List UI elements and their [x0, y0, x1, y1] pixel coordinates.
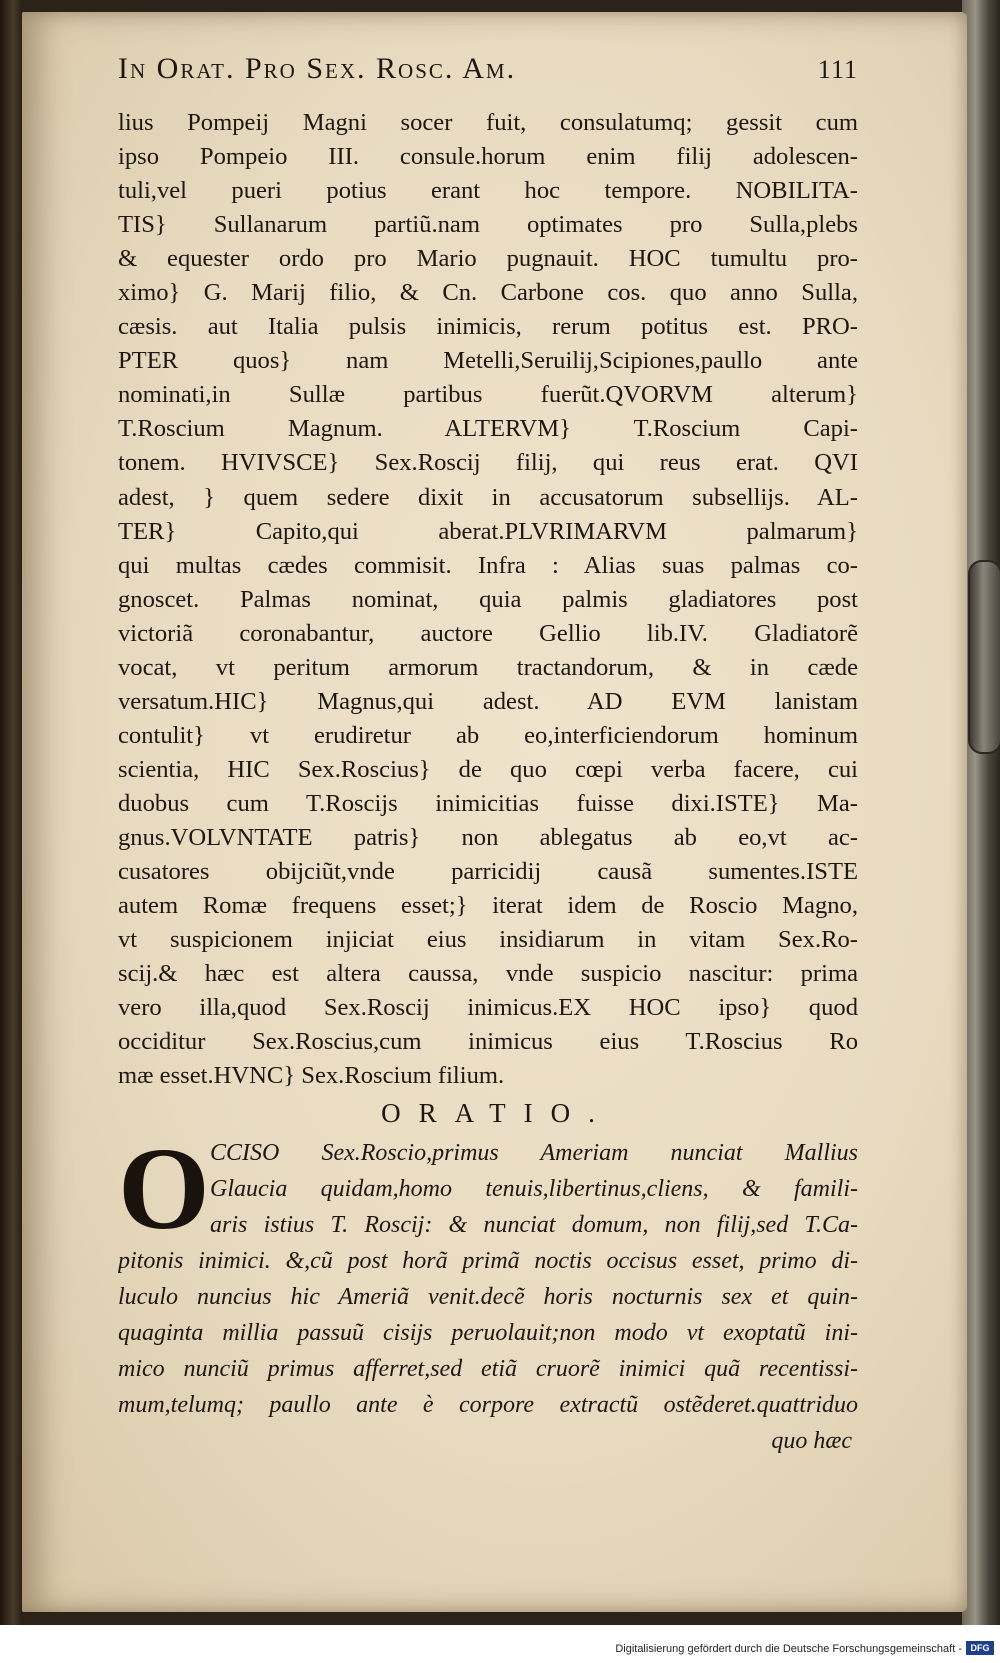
commentary-line: nominati,in Sullæ partibus fuerũt.QVORVM alterum}: [118, 381, 858, 409]
book-fore-edge: [962, 0, 1000, 1625]
book-page: [22, 12, 967, 1612]
commentary-line: autem Romæ frequens esset;} iterat idem de Roscio Magno,: [118, 892, 858, 920]
oration-line: quaginta millia passuũ cisijs peruolauit;non modo vt exoptatũ ini-: [118, 1320, 858, 1347]
oration-line: mum,telumq; paullo ante è corpore extractũ ostẽderet.quattriduo: [118, 1392, 858, 1419]
oration-line: CCISO Sex.Roscio,primus Ameriam nunciat Mallius: [210, 1140, 858, 1167]
commentary-line: versatum.HIC} Magnus,qui adest. AD EVM lanistam: [118, 687, 858, 715]
commentary-line: TIS} Sullanarum partiũ.nam optimates pro Sulla,plebs: [118, 211, 858, 239]
commentary-line: contulit} vt erudiretur ab eo,interficiendorum hominum: [118, 721, 858, 749]
commentary-line: tonem. HVIVSCE} Sex.Roscij filij, qui reus erat. QVI: [118, 449, 858, 477]
commentary-line: ipso Pompeio III. consule.horum enim filij adolescen-: [118, 143, 858, 171]
commentary-line: vero illa,quod Sex.Roscij inimicus.EX HOC ipso} quod: [118, 994, 858, 1022]
oration-lines: [118, 1123, 858, 1459]
commentary-line: T.Roscium Magnum. ALTERVM} T.Roscium Capi-: [118, 415, 858, 443]
commentary-line: tuli,vel pueri potius erant hoc tempore. NOBILITA-: [118, 177, 858, 205]
text-block: [118, 52, 858, 1459]
commentary-line: ximo} G. Marij filio, & Cn. Carbone cos. quo anno Sulla,: [118, 279, 858, 307]
oration-line: mico nunciũ primus afferret,sed etiã cruorẽ inimici quã recentissi-: [118, 1356, 858, 1383]
oration-line: luculo nuncius hic Ameriã venit.decẽ horis nocturnis sex et quin-: [118, 1284, 858, 1311]
commentary-line: & equester ordo pro Mario pugnauit. HOC tumultu pro-: [118, 245, 858, 273]
digitization-credit: Digitalisierung gefördert durch die Deutsche Forschungsgemeinschaft -: [615, 1643, 962, 1655]
dfg-logo-icon: DFG: [966, 1641, 994, 1655]
commentary-line: cusatores obijciũt,vnde parricidij causã sumentes.ISTE: [118, 858, 858, 886]
commentary-line: adest, } quem sedere dixit in accusatorum subsellijs. AL-: [118, 483, 858, 511]
commentary-line: vocat, vt peritum armorum tractandorum, & in cæde: [118, 653, 858, 681]
commentary-line: occiditur Sex.Roscius,cum inimicus eius T.Roscius Ro: [118, 1028, 858, 1056]
commentary-text: [118, 106, 858, 1093]
oration-line: Glaucia quidam,homo tenuis,libertinus,cliens, & famili-: [210, 1176, 858, 1203]
commentary-line: scientia, HIC Sex.Roscius} de quo cœpi verba facere, cui: [118, 755, 858, 783]
section-heading: ORATIO.: [381, 1098, 613, 1129]
oration-line: pitonis inimici. &,cũ post horã primã noctis occisus esset, primo di-: [118, 1248, 858, 1275]
book-spine: [0, 0, 22, 1663]
commentary-line: gnus.VOLVNTATE patris} non ablegatus ab eo,vt ac-: [118, 823, 858, 851]
commentary-line: cæsis. aut Italia pulsis inimicis, rerum potitus est. PRO-: [118, 313, 858, 341]
commentary-line: duobus cum T.Roscijs inimicitias fuisse dixi.ISTE} Ma-: [118, 789, 858, 817]
commentary-line: lius Pompeij Magni socer fuit, consulatumq; gessit cum: [118, 109, 858, 136]
commentary-line: PTER quos} nam Metelli,Seruilij,Scipiones,paullo ante: [118, 347, 858, 375]
running-head: [118, 52, 858, 106]
commentary-line: mæ esset.HVNC} Sex.Roscium filium.: [118, 1062, 505, 1090]
folio-number: 111: [817, 55, 858, 84]
commentary-line: TER} Capito,qui aberat.PLVRIMARVM palmarum}: [118, 517, 858, 545]
oration-text: [118, 1123, 858, 1459]
running-head-title: In Orat. Pro Sex. Rosc. Am.: [118, 52, 517, 85]
book-clasp: [968, 560, 1000, 754]
drop-cap-initial: O: [118, 1123, 210, 1255]
commentary-line: vt suspicionem injiciat eius insidiarum in vitam Sex.Ro-: [118, 926, 858, 954]
commentary-line: scij.& hæc est altera caussa, vnde suspicio nascitur: prima: [118, 960, 858, 988]
commentary-line: victoriã coronabantur, auctore Gellio lib.IV. Gladiatorẽ: [118, 619, 858, 647]
catchword: quo hæc: [771, 1428, 852, 1455]
commentary-line: qui multas cædes commisit. Infra : Alias suas palmas co-: [118, 551, 858, 579]
commentary-line: gnoscet. Palmas nominat, quia palmis gladiatores post: [118, 585, 858, 613]
oration-line: aris istius T. Roscij: & nunciat domum, non filij,sed T.Ca-: [210, 1212, 858, 1239]
